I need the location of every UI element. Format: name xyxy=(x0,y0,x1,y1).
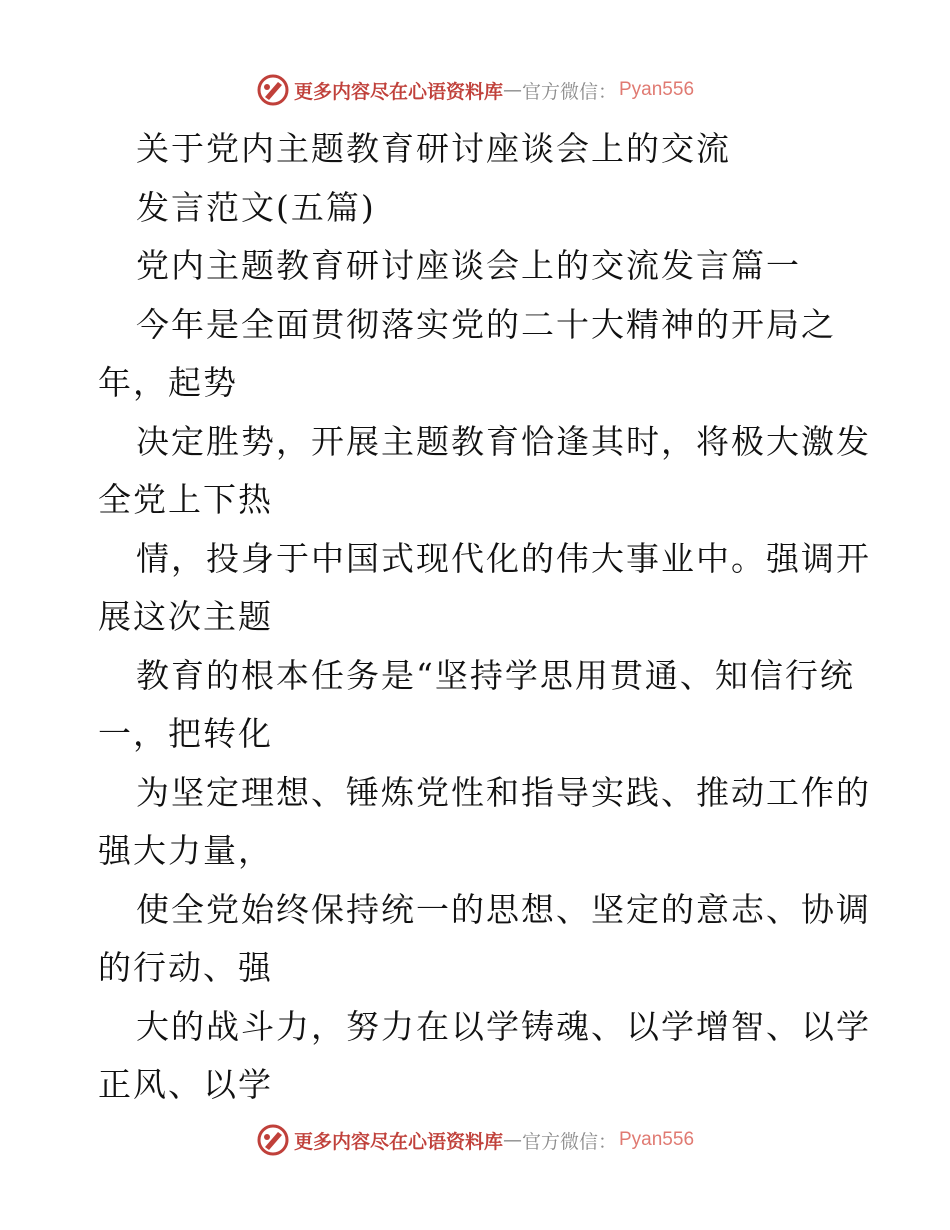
banner-wechat-label: 官方微信： xyxy=(521,80,617,103)
paragraph-line: 的行动、强 xyxy=(98,948,273,987)
paragraph-line: 全党上下热 xyxy=(98,480,273,519)
header-watermark-banner xyxy=(0,70,950,110)
paragraph-line: 正风、以学 xyxy=(98,1065,273,1104)
paragraph-line: 为坚定理想、锤炼党性和指导实践、推动工作的 xyxy=(136,772,871,812)
paragraph-line: 展这次主题 xyxy=(98,597,273,636)
banner-separator: — xyxy=(502,1129,522,1151)
paragraph-line: 决定胜势，开展主题教育恰逢其时，将极大激发 xyxy=(136,421,871,461)
banner-wechat-id: Pyan556 xyxy=(619,1129,695,1150)
paragraph-line: 今年是全面贯彻落实党的二十大精神的开局之 xyxy=(136,304,836,344)
paragraph-line: 年，起势 xyxy=(98,363,238,402)
title-line: 关于党内主题教育研讨座谈会上的交流 xyxy=(136,129,731,168)
paragraph-line: 大的战斗力，努力在以学铸魂、以学增智、以学 xyxy=(136,1006,871,1046)
banner-separator: — xyxy=(502,79,522,101)
section-heading: 党内主题教育研讨座谈会上的交流发言篇一 xyxy=(136,246,801,285)
brand-logo-icon xyxy=(256,73,290,107)
paragraph-line: 一，把转化 xyxy=(98,714,273,753)
footer-watermark-banner xyxy=(0,1120,950,1160)
banner-brand-text: 更多内容尽在心语资料库 xyxy=(293,1130,503,1153)
banner-brand-text: 更多内容尽在心语资料库 xyxy=(293,80,503,103)
title-line: 发言范文(五篇) xyxy=(136,187,376,227)
brand-logo-icon xyxy=(256,1123,290,1157)
banner-wechat-label: 官方微信： xyxy=(521,1130,617,1153)
paragraph-line: 教育的根本任务是“坚持学思用贯通、知信行统 xyxy=(136,655,855,695)
paragraph-line: 使全党始终保持统一的思想、坚定的意志、协调 xyxy=(136,889,871,929)
paragraph-line: 情，投身于中国式现代化的伟大事业中。强调开 xyxy=(136,538,871,578)
document-body xyxy=(98,120,871,1115)
banner-wechat-id: Pyan556 xyxy=(619,79,695,100)
paragraph-line: 强大力量， xyxy=(98,831,273,870)
